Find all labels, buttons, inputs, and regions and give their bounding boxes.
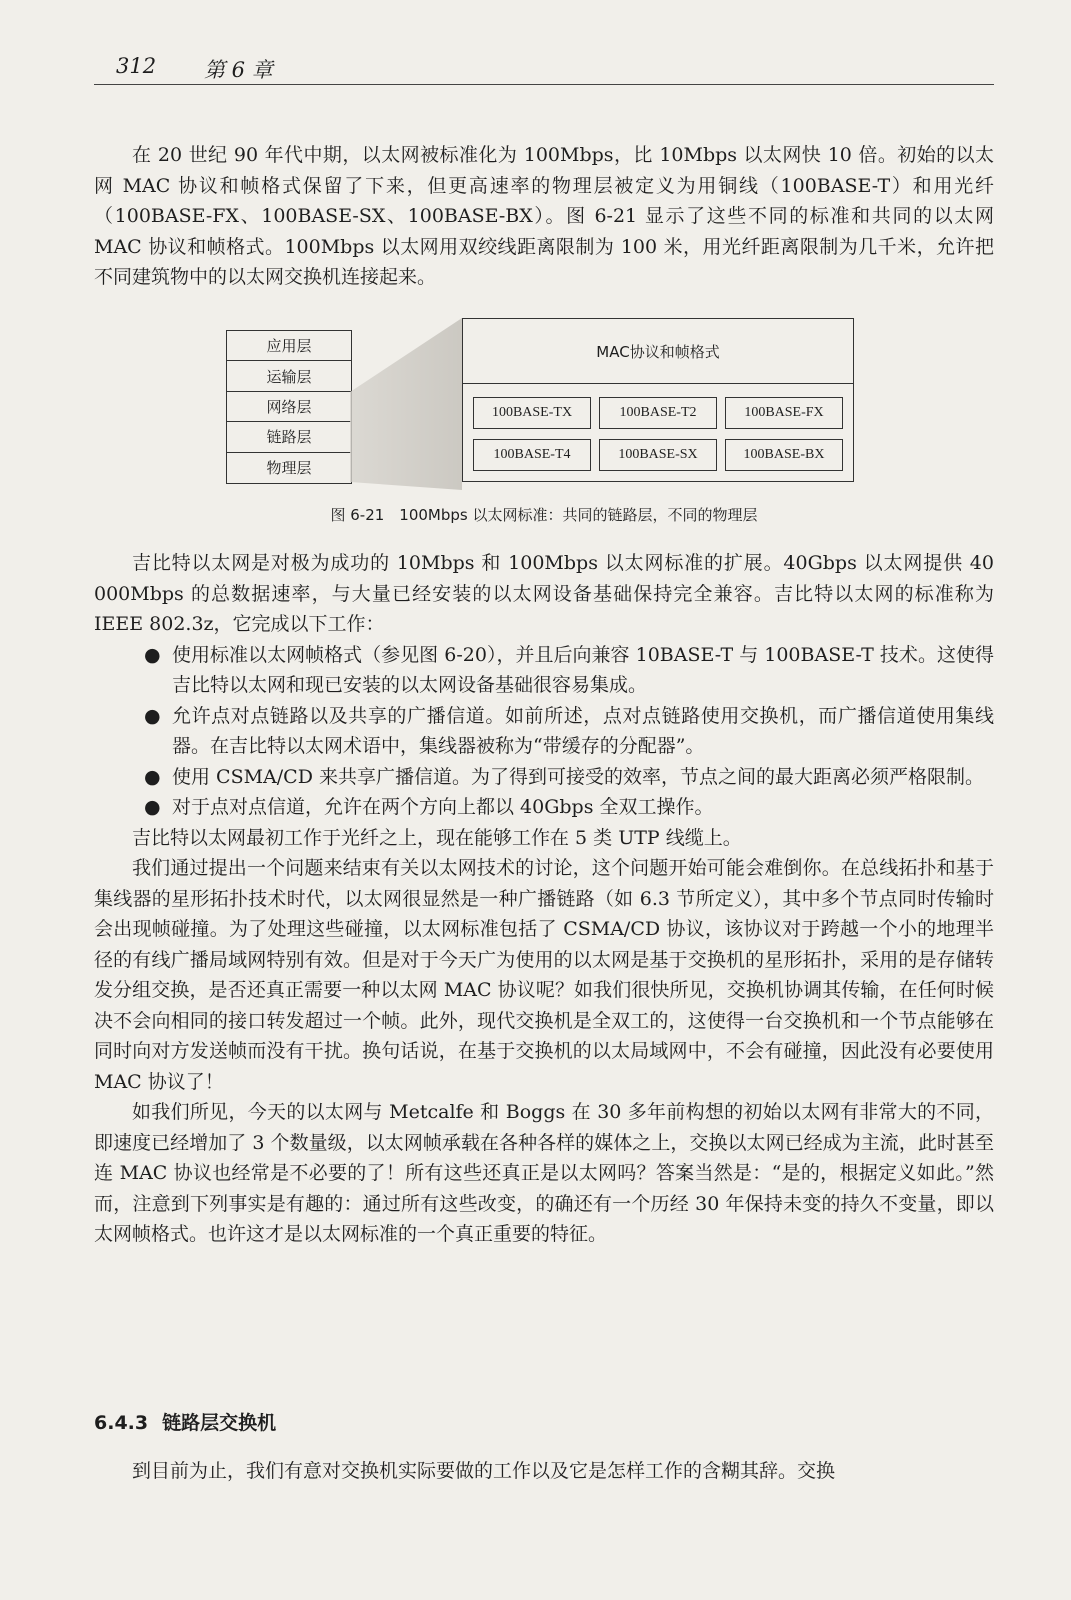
layer-network: 网络层 xyxy=(227,392,351,422)
running-header xyxy=(94,48,994,85)
mac-frame-box xyxy=(462,318,854,482)
std-100base-t2: 100BASE-T2 xyxy=(599,397,717,429)
std-100base-sx: 100BASE-SX xyxy=(599,439,717,471)
std-100base-bx: 100BASE-BX xyxy=(725,439,843,471)
body-paragraph-1-block xyxy=(94,140,994,293)
body-middle-block xyxy=(94,548,994,1250)
body-paragraph-5: 如我们所见，今天的以太网与 Metcalfe 和 Boggs 在 30 多年前构想的初始以太网有非常大的不同，即速度已经增加了 3 个数量级，以太网帧承载在各种各样的媒体之上，交换以太网已经成为主流，此时甚至连 MAC 协议也经常是不必要的了！所有这些还真正是以太网吗？答案当然是：“是的，根据定义如此。”然而，注意到下列事实是有趣的：通过所有这些改变，的确还有一个历经 30 年保持未变的持久不变量，即以太网帧格式。也许这才是以太网标准的一个真正重要的特征。 xyxy=(94,1101,994,1245)
body-paragraph-4: 我们通过提出一个问题来结束有关以太网技术的讨论，这个问题开始可能会难倒你。在总线拓扑和基于集线器的星形拓扑技术时代，以太网很显然是一种广播链路（如 6.3 节所定义），其中多个节点同时传输时会出现帧碰撞。为了处理这些碰撞，以太网标准包括了 CSMA/CD 协议，该协议对于跨越一个小的地理半径的有线广播局域网特别有效。但是对于今天广为使用的以太网是基于交换机的星形拓扑，采用的是存储转发分组交换，是否还真正需要一种以太网 MAC 协议呢？如我们很快所见，交换机协调其传输，在任何时候决不会向相同的接口转发超过一个帧。此外，现代交换机是全双工的，这使得一台交换机和一个节点能够在同时向对方发送帧而没有干扰。换句话说，在基于交换机的以太局域网中，不会有碰撞，因此没有必要使用 MAC 协议了！ xyxy=(94,857,994,1093)
expansion-wedge xyxy=(350,318,462,490)
std-100base-fx: 100BASE-FX xyxy=(725,397,843,429)
figure-6-21 xyxy=(226,318,866,490)
std-100base-t4: 100BASE-T4 xyxy=(473,439,591,471)
list-item: ● 使用 CSMA/CD 来共享广播信道。为了得到可接受的效率，节点之间的最大距离必须严格限制。 xyxy=(94,762,994,793)
mac-title: MAC协议和帧格式 xyxy=(463,319,853,384)
figure-caption: 图 6-21 100Mbps 以太网标准：共同的链路层，不同的物理层 xyxy=(330,506,758,524)
bullet-dot-icon: ● xyxy=(144,704,161,727)
bullet-dot-icon: ● xyxy=(144,643,161,666)
layer-link: 链路层 xyxy=(227,422,351,452)
feature-list xyxy=(94,640,994,823)
section-number: 6.4.3 xyxy=(94,1412,149,1434)
bullet-dot-icon: ● xyxy=(144,765,161,788)
list-item: ● 对于点对点信道，允许在两个方向上都以 40Gbps 全双工操作。 xyxy=(94,792,994,823)
page-number: 312 xyxy=(116,54,157,78)
chapter-label: 第 6 章 xyxy=(204,58,273,82)
layer-application: 应用层 xyxy=(227,331,351,361)
layer-physical: 物理层 xyxy=(266,459,312,478)
std-100base-tx: 100BASE-TX xyxy=(473,397,591,429)
section-heading xyxy=(94,1408,276,1435)
body-paragraph-3: 吉比特以太网最初工作于光纤之上，现在能够工作在 5 类 UTP 线缆上。 xyxy=(132,826,742,849)
layer-transport: 运输层 xyxy=(227,361,351,391)
body-paragraph-1: 在 20 世纪 90 年代中期，以太网被标准化为 100Mbps，比 10Mbps 以太网快 10 倍。初始的以太网 MAC 协议和帧格式保留了下来，但更高速率的物理层被定义为用铜线（100BASE-T）和用光纤（100BASE-FX、100BASE-SX、100BASE-BX）。图 6-21 显示了这些不同的标准和共同的以太网 MAC 协议和帧格式。100Mbps 以太网用双绞线距离限制为 100 米，用光纤距离限制为几千米，允许把不同建筑物中的以太网交换机连接起来。 xyxy=(94,144,994,288)
protocol-stack xyxy=(226,330,352,484)
list-item: ● 使用标准以太网帧格式（参见图 6-20），并且后向兼容 10BASE-T 与 100BASE-T 技术。这使得吉比特以太网和现已安装的以太网设备基础很容易集成。 xyxy=(94,640,994,701)
bullet-dot-icon: ● xyxy=(144,796,161,818)
body-paragraph-6-block xyxy=(94,1456,994,1487)
body-paragraph-2: 吉比特以太网是对极为成功的 10Mbps 和 100Mbps 以太网标准的扩展。40Gbps 以太网提供 40 000Mbps 的总数据速率，与大量已经安装的以太网设备基础保持完全兼容。吉比特以太网的标准称为 IEEE 802.3z，它完成以下工作： xyxy=(94,552,994,635)
list-item: ● 允许点对点链路以及共享的广播信道。如前所述，点对点链路使用交换机，而广播信道使用集线器。在吉比特以太网术语中，集线器被称为“带缓存的分配器”。 xyxy=(94,701,994,762)
section-title: 链路层交换机 xyxy=(162,1412,277,1434)
body-paragraph-6: 到目前为止，我们有意对交换机实际要做的工作以及它是怎样工作的含糊其辞。交换 xyxy=(132,1460,836,1482)
